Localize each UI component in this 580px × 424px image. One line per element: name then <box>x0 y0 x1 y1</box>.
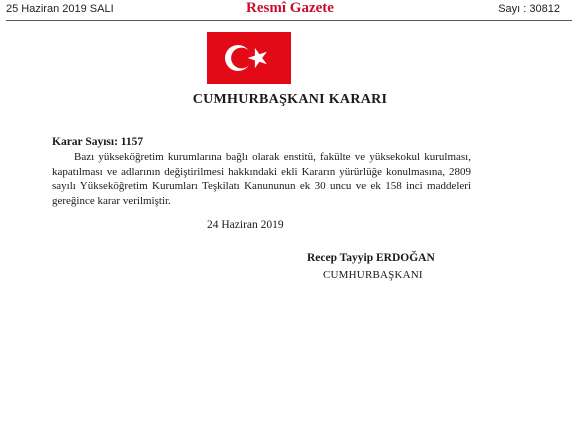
signer-title: CUMHURBAŞKANI <box>323 269 423 281</box>
decision-number: Karar Sayısı: 1157 <box>52 136 144 148</box>
decision-title: CUMHURBAŞKANI KARARI <box>192 92 388 107</box>
body-line: Bazı yükseköğretim kurumlarına bağlı olarak enstitü, fakülte ve yüksekokul kurulması, <box>74 151 471 163</box>
body-line: gereğince karar verilmiştir. <box>52 194 171 207</box>
signer-name: Recep Tayyip ERDOĞAN <box>307 252 435 264</box>
turkish-flag-icon <box>207 32 291 84</box>
decision-body <box>52 150 471 208</box>
issue-number: Sayı : 30812 <box>498 3 560 15</box>
body-line: sayılı Yükseköğretim Kurumları Teşkilatı Kanununun ek 30 uncu ve ek 158 inci maddeleri <box>52 180 471 192</box>
header-divider <box>6 20 572 21</box>
issue-date: 25 Haziran 2019 SALI <box>6 3 114 15</box>
gazette-title: Resmî Gazete <box>246 0 334 16</box>
decision-date: 24 Haziran 2019 <box>207 219 284 231</box>
body-line: kapatılması ve adlarının değiştirilmesi hakkındaki ekli Kararın yürürlüğe konulmasına, 2809 <box>52 165 471 178</box>
